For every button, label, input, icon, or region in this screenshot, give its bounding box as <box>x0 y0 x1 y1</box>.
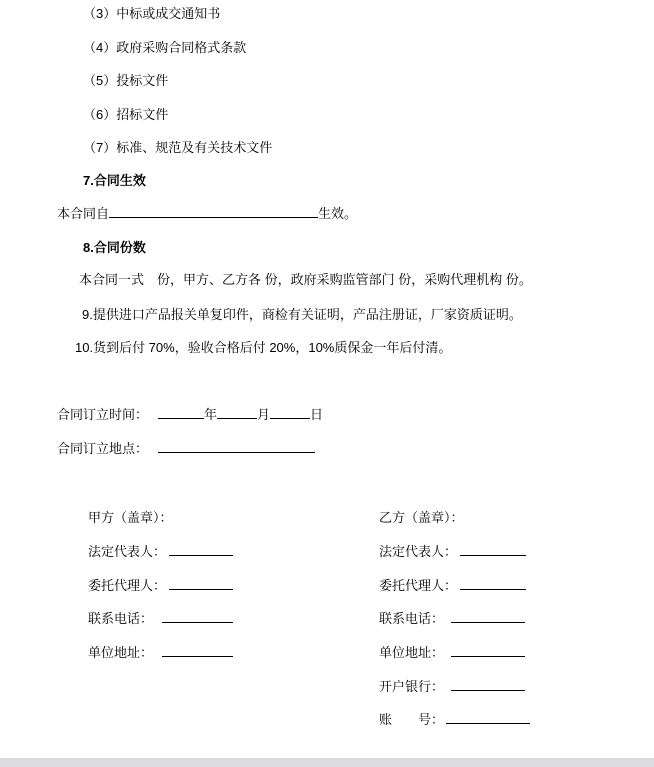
party-b-agent-row <box>379 577 526 594</box>
party-a-address-label: 单位地址： <box>88 645 154 660</box>
signing-month-label: 月 <box>257 407 271 422</box>
signing-time-label: 合同订立时间： <box>57 407 149 422</box>
party-b-address-label: 单位地址： <box>379 645 445 660</box>
attachment-item-4: （4）政府采购合同格式条款 <box>83 40 247 55</box>
party-b-phone-blank <box>451 610 525 623</box>
attachment-item-7: （7）标准、规范及有关技术文件 <box>83 140 273 155</box>
clause-9: 9.提供进口产品报关单复印件，商检有关证明，产品注册证，厂家资质证明。 <box>82 307 522 322</box>
party-b-phone-label: 联系电话： <box>379 611 445 626</box>
party-a-agent-label: 委托代理人： <box>88 578 167 593</box>
party-b-title: 乙方（盖章）： <box>379 510 464 525</box>
effective-date-blank <box>109 205 318 218</box>
signing-month-blank <box>217 406 257 419</box>
party-a-phone-row <box>88 610 233 627</box>
signing-place-label: 合同订立地点： <box>57 441 149 456</box>
section-7-effective-line <box>57 205 357 222</box>
party-a-address-row <box>88 644 233 661</box>
party-b-agent-label: 委托代理人： <box>379 578 458 593</box>
attachment-item-6: （6）招标文件 <box>83 107 169 122</box>
section-7-heading: 7.合同生效 <box>83 173 146 188</box>
party-b-legal-rep-row <box>379 543 526 560</box>
clause-10: 10.货到后付 70%，验收合格后付 20%，10%质保金一年后付清。 <box>75 340 452 355</box>
party-b-account-row <box>379 711 530 728</box>
horizontal-scrollbar-track[interactable] <box>0 758 654 767</box>
party-a-agent-blank <box>169 577 233 590</box>
section-8-heading: 8.合同份数 <box>83 240 146 255</box>
signing-year-blank <box>158 406 204 419</box>
party-a-phone-label: 联系电话： <box>88 611 154 626</box>
party-b-address-row <box>379 644 525 661</box>
party-b-account-blank <box>446 711 530 724</box>
section-8-paragraph: 本合同一式 份，甲方、乙方各 份，政府采购监管部门 份，采购代理机构 份。 <box>79 272 532 287</box>
party-b-bank-blank <box>451 678 525 691</box>
party-a-phone-blank <box>162 610 233 623</box>
party-a-address-blank <box>162 644 233 657</box>
effective-line-prefix: 本合同自 <box>57 206 110 221</box>
signing-day-blank <box>270 406 310 419</box>
party-a-legal-rep-row <box>88 543 233 560</box>
effective-line-suffix: 生效。 <box>318 206 358 221</box>
attachment-item-3: （3）中标或成交通知书 <box>83 6 221 21</box>
party-b-bank-row <box>379 678 525 695</box>
party-b-address-blank <box>451 644 525 657</box>
signing-place-line <box>57 440 315 457</box>
signing-year-label: 年 <box>204 407 218 422</box>
party-a-legal-rep-blank <box>169 543 233 556</box>
party-b-legal-rep-label: 法定代表人： <box>379 544 458 559</box>
party-b-bank-label: 开户银行： <box>379 679 445 694</box>
signing-day-label: 日 <box>310 407 324 422</box>
party-b-phone-row <box>379 610 525 627</box>
party-b-account-label: 账 号： <box>379 712 445 727</box>
signing-time-line <box>57 406 323 423</box>
attachment-item-5: （5）投标文件 <box>83 73 169 88</box>
party-b-legal-rep-blank <box>460 543 526 556</box>
party-a-agent-row <box>88 577 233 594</box>
party-b-agent-blank <box>460 577 526 590</box>
signing-place-blank <box>158 440 315 453</box>
party-a-legal-rep-label: 法定代表人： <box>88 544 167 559</box>
party-a-title: 甲方（盖章）： <box>88 510 173 525</box>
